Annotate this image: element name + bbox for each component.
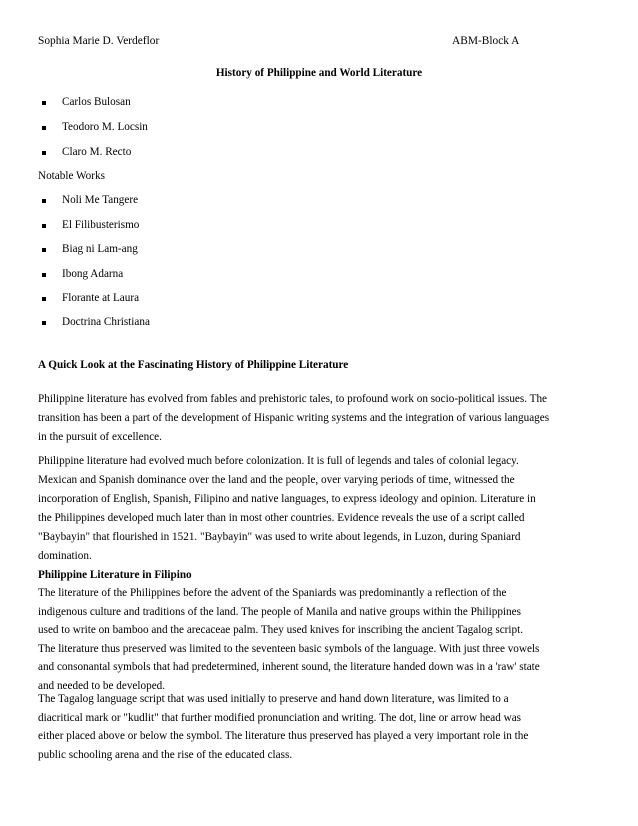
paragraph: Philippine literature had evolved much before colonization. It is full of legends and tales of colonial legacy. Mexican and Spanish dominance over the land and the people, over varying periods of time, witnessed the incorporation of English, Spanish, Filipino and native languages, to express ideology and opinion. Literature in the Philippines developed much later than in most other countries. Evidence reveals the use of a script called "Baybayin" that flourished in 1521. "Baybayin" was used to write about legends, in Luzon, during Spaniard domination. <box>38 455 536 562</box>
notable-works-label: Notable Works <box>38 170 105 182</box>
bullet-icon <box>42 126 46 130</box>
bullet-icon <box>42 101 46 105</box>
bullet-icon <box>42 297 46 301</box>
bullet-icon <box>42 224 46 228</box>
page-title: History of Philippine and World Literature <box>215 67 423 79</box>
paragraph: The Tagalog language script that was used initially to preserve and hand down literature, was limited to a diacritical mark or "kudlit" that further modified pronunciation and writing. The dot, line or arrow head was either placed above or below the symbol. The literature thus preserved has played a very important role in the public schooling arena and the rise of the educated class. <box>38 693 529 761</box>
bullet-icon <box>42 321 46 325</box>
bullet-icon <box>42 199 46 203</box>
bullet-icon <box>42 273 46 277</box>
bullet-icon <box>42 248 46 252</box>
paragraph: The literature of the Philippines before the advent of the Spaniards was predominantly a reflection of the indigenous culture and traditions of the land. The people of Manila and native groups within the Philippines used to write on bamboo and the arecaceae palm. They used knives for inscribing the ancient Tagalog script. The literature thus preserved was limited to the seventeen basic symbols of the language. With just three vowels and consonantal symbols that had predetermined, inherent sound, the literature handed down was in a 'raw' state and needed to be developed. <box>38 587 540 692</box>
document-page: Sophia Marie D. Verdeflor ABM-Block A History of Philippine and World Literature Carlos Bulosan Teodoro M. Locsin Claro M. Recto Notable Works Noli Me Tangere El Filibusterismo Biag ni Lam-ang Ibong Adarna Florante at Laura Doctrina Christiana A Quick Look at the Fascinating History of Philippine Literature Philippine literature has evolved from fables and prehistoric tales, to profound work on socio-political issues. The transition has been a part of the development of Hispanic writing systems and the integration of various languages in the pursuit of excellence. Philippine literature had evolved much before colonization. It is full of legends and tales of colonial legacy. Mexican and Spanish dominance over the land and the people, over varying periods of time, witnessed the incorporation of English, Spanish, Filipino and native languages, to express ideology and opinion. Literature in the Philippines developed much later than in most other countries. Evidence reveals the use of a script called "Baybayin" that flourished in 1521. "Baybayin" was used to write about legends, in Luzon, during Spaniard domination. Philippine Literature in Filipino The literature of the Philippines before the advent of the Spaniards was predominantly a reflection of the indigenous culture and traditions of the land. The people of Manila and native groups within the Philippines used to write on bamboo and the arecaceae palm. They used knives for inscribing the ancient Tagalog script. The literature thus preserved was limited to the seventeen basic symbols of the language. With just three vowels and consonantal symbols that had predetermined, inherent sound, the literature handed down was in a 'raw' state and needed to be developed. The Tagalog language script that was used initially to preserve and hand down literature, was limited to a diacritical mark or "kudlit" that further modified pronunciation and writing. The dot, line or arrow head was either placed above or below the symbol. The literature thus preserved has played a very important role in the public schooling arena and the rise of the educated class. <box>0 0 638 826</box>
section-heading: Philippine Literature in Filipino <box>38 569 192 581</box>
paragraph: Philippine literature has evolved from fables and prehistoric tales, to profound work on socio-political issues. The transition has been a part of the development of Hispanic writing systems and the integration of various languages in the pursuit of excellence. <box>38 393 550 443</box>
section-heading: A Quick Look at the Fascinating History of Philippine Literature <box>38 359 349 371</box>
bullet-icon <box>42 151 46 155</box>
class-section: ABM-Block A <box>452 35 520 47</box>
author-name: Sophia Marie D. Verdeflor <box>38 35 160 47</box>
